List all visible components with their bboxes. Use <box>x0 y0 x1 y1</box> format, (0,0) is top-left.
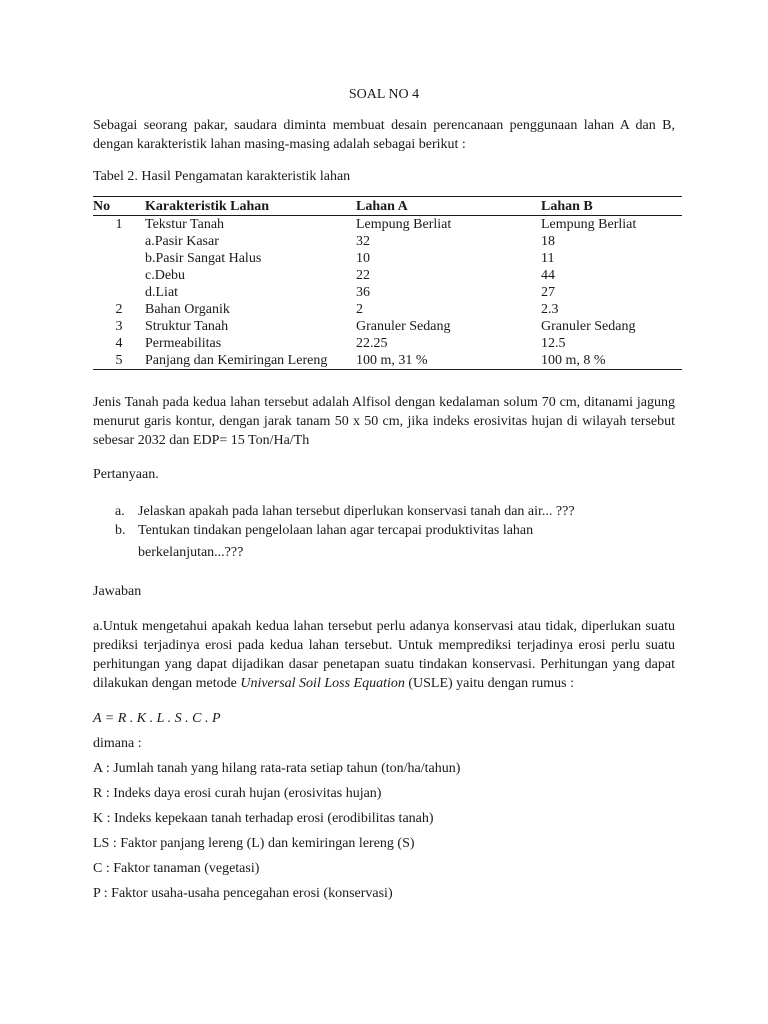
cell-no: 1 <box>115 217 123 232</box>
cell-lahan-b: 27 <box>541 285 555 300</box>
definition-a: A : Jumlah tanah yang hilang rata-rata setiap tahun (ton/ha/tahun) <box>93 761 461 776</box>
cell-characteristic: d.Liat <box>145 285 179 300</box>
answer-heading: Jawaban <box>93 584 142 599</box>
cell-lahan-b: 18 <box>541 234 555 249</box>
question-item <box>93 521 675 562</box>
cell-characteristic: Permeabilitas <box>145 336 222 351</box>
question-marker: b. <box>115 523 126 538</box>
answer-paragraph <box>93 617 675 693</box>
question-marker: a. <box>115 504 125 519</box>
definition-r: R : Indeks daya erosi curah hujan (erosivitas hujan) <box>93 786 382 801</box>
table-row <box>93 335 682 352</box>
definition-c: C : Faktor tanaman (vegetasi) <box>93 861 260 876</box>
questions-list <box>93 502 675 562</box>
table-caption: Tabel 2. Hasil Pengamatan karakteristik lahan <box>93 169 351 184</box>
document-title: SOAL NO 4 <box>348 87 420 102</box>
cell-lahan-b: 44 <box>541 268 555 283</box>
cell-lahan-a: 10 <box>356 251 370 266</box>
table-row <box>93 233 682 250</box>
cell-lahan-a: Lempung Berliat <box>356 217 452 232</box>
answer-text-part1: a.Untuk mengetahui apakah kedua lahan tersebut perlu adanya konservasi atau tidak, diperlukan suatu prediksi terjadinya erosi pada kedua lahan tersebut. Untuk memprediksi terjadinya erosi perlu suatu perhitungan yang dapat dijadikan dasar penetapan suatu tindakan konservasi. Perhitungan yang dapat dilakukan dengan metode <box>93 619 675 691</box>
cell-lahan-b: 12.5 <box>541 336 566 351</box>
question-line: Jelaskan apakah pada lahan tersebut diperlukan konservasi tanah dan air... ??? <box>138 504 575 519</box>
cell-lahan-b: 100 m, 8 % <box>541 352 682 370</box>
document-page <box>93 85 675 909</box>
soil-description-paragraph: Jenis Tanah pada kedua lahan tersebut adalah Alfisol dengan kedalaman solum 70 cm, ditanami jagung menurut garis kontur, dengan jarak tanam 50 x 50 cm, jika indeks erosivitas hujan di wilayah tersebut sebesar 2032 dan EDP= 15 Ton/Ha/Th <box>93 395 675 448</box>
table-row <box>93 216 682 234</box>
cell-no: 4 <box>115 336 123 351</box>
answer-text-part2: (USLE) yaitu dengan rumus : <box>404 676 574 691</box>
soil-characteristics-table <box>93 196 682 370</box>
cell-no <box>93 233 145 250</box>
where-label: dimana : <box>93 736 142 751</box>
definition-ls: LS : Faktor panjang lereng (L) dan kemiringan lereng (S) <box>93 836 415 851</box>
cell-characteristic: c.Debu <box>145 268 186 283</box>
definition-k: K : Indeks kepekaan tanah terhadap erosi (erodibilitas tanah) <box>93 811 434 826</box>
cell-characteristic: b.Pasir Sangat Halus <box>145 251 262 266</box>
question-text <box>137 521 675 562</box>
table-header-row <box>93 197 682 216</box>
cell-lahan-a: Granuler Sedang <box>356 319 451 334</box>
intro-paragraph: Sebagai seorang pakar, saudara diminta membuat desain perencanaan penggunaan lahan A dan B, dengan karakteristik lahan masing-masing adalah sebagai berikut : <box>93 118 675 152</box>
table-row <box>93 284 682 301</box>
cell-lahan-a: 32 <box>356 234 370 249</box>
cell-lahan-b: Lempung Berliat <box>541 217 637 232</box>
header-lahan-a: Lahan A <box>356 197 541 216</box>
cell-lahan-a: 22 <box>356 268 370 283</box>
cell-characteristic: a.Pasir Kasar <box>145 234 219 249</box>
table-row <box>93 352 682 370</box>
header-characteristic: Karakteristik Lahan <box>145 197 356 216</box>
cell-lahan-b: 2.3 <box>541 302 559 317</box>
answer-method-name: Universal Soil Loss Equation <box>240 676 405 691</box>
usle-formula: A = R . K . L . S . C . P <box>93 711 221 726</box>
table-row <box>93 301 682 318</box>
table-row <box>93 250 682 267</box>
cell-characteristic: Tekstur Tanah <box>145 217 225 232</box>
table-row <box>93 318 682 335</box>
question-text <box>137 502 675 521</box>
cell-no <box>93 250 145 267</box>
cell-no: 3 <box>115 319 123 334</box>
cell-lahan-b: 11 <box>541 251 555 266</box>
cell-characteristic: Panjang dan Kemiringan Lereng <box>145 352 356 370</box>
questions-heading: Pertanyaan. <box>93 467 159 482</box>
cell-lahan-a: 22.25 <box>356 336 388 351</box>
table-row <box>93 267 682 284</box>
header-no: No <box>93 197 145 216</box>
definition-p: P : Faktor usaha-usaha pencegahan erosi (konservasi) <box>93 886 393 901</box>
cell-lahan-a: 100 m, 31 % <box>356 352 541 370</box>
question-line-continued: berkelanjutan...??? <box>138 545 244 560</box>
question-item <box>93 502 675 521</box>
cell-no: 2 <box>115 302 123 317</box>
cell-characteristic: Struktur Tanah <box>145 319 229 334</box>
question-line: Tentukan tindakan pengelolaan lahan agar tercapai produktivitas lahan <box>138 523 534 538</box>
cell-lahan-a: 2 <box>356 302 363 317</box>
cell-no <box>93 284 145 301</box>
cell-no <box>93 267 145 284</box>
cell-lahan-a: 36 <box>356 285 370 300</box>
cell-no: 5 <box>93 352 145 370</box>
cell-lahan-b: Granuler Sedang <box>541 319 636 334</box>
header-lahan-b: Lahan B <box>541 197 682 216</box>
cell-characteristic: Bahan Organik <box>145 302 230 317</box>
